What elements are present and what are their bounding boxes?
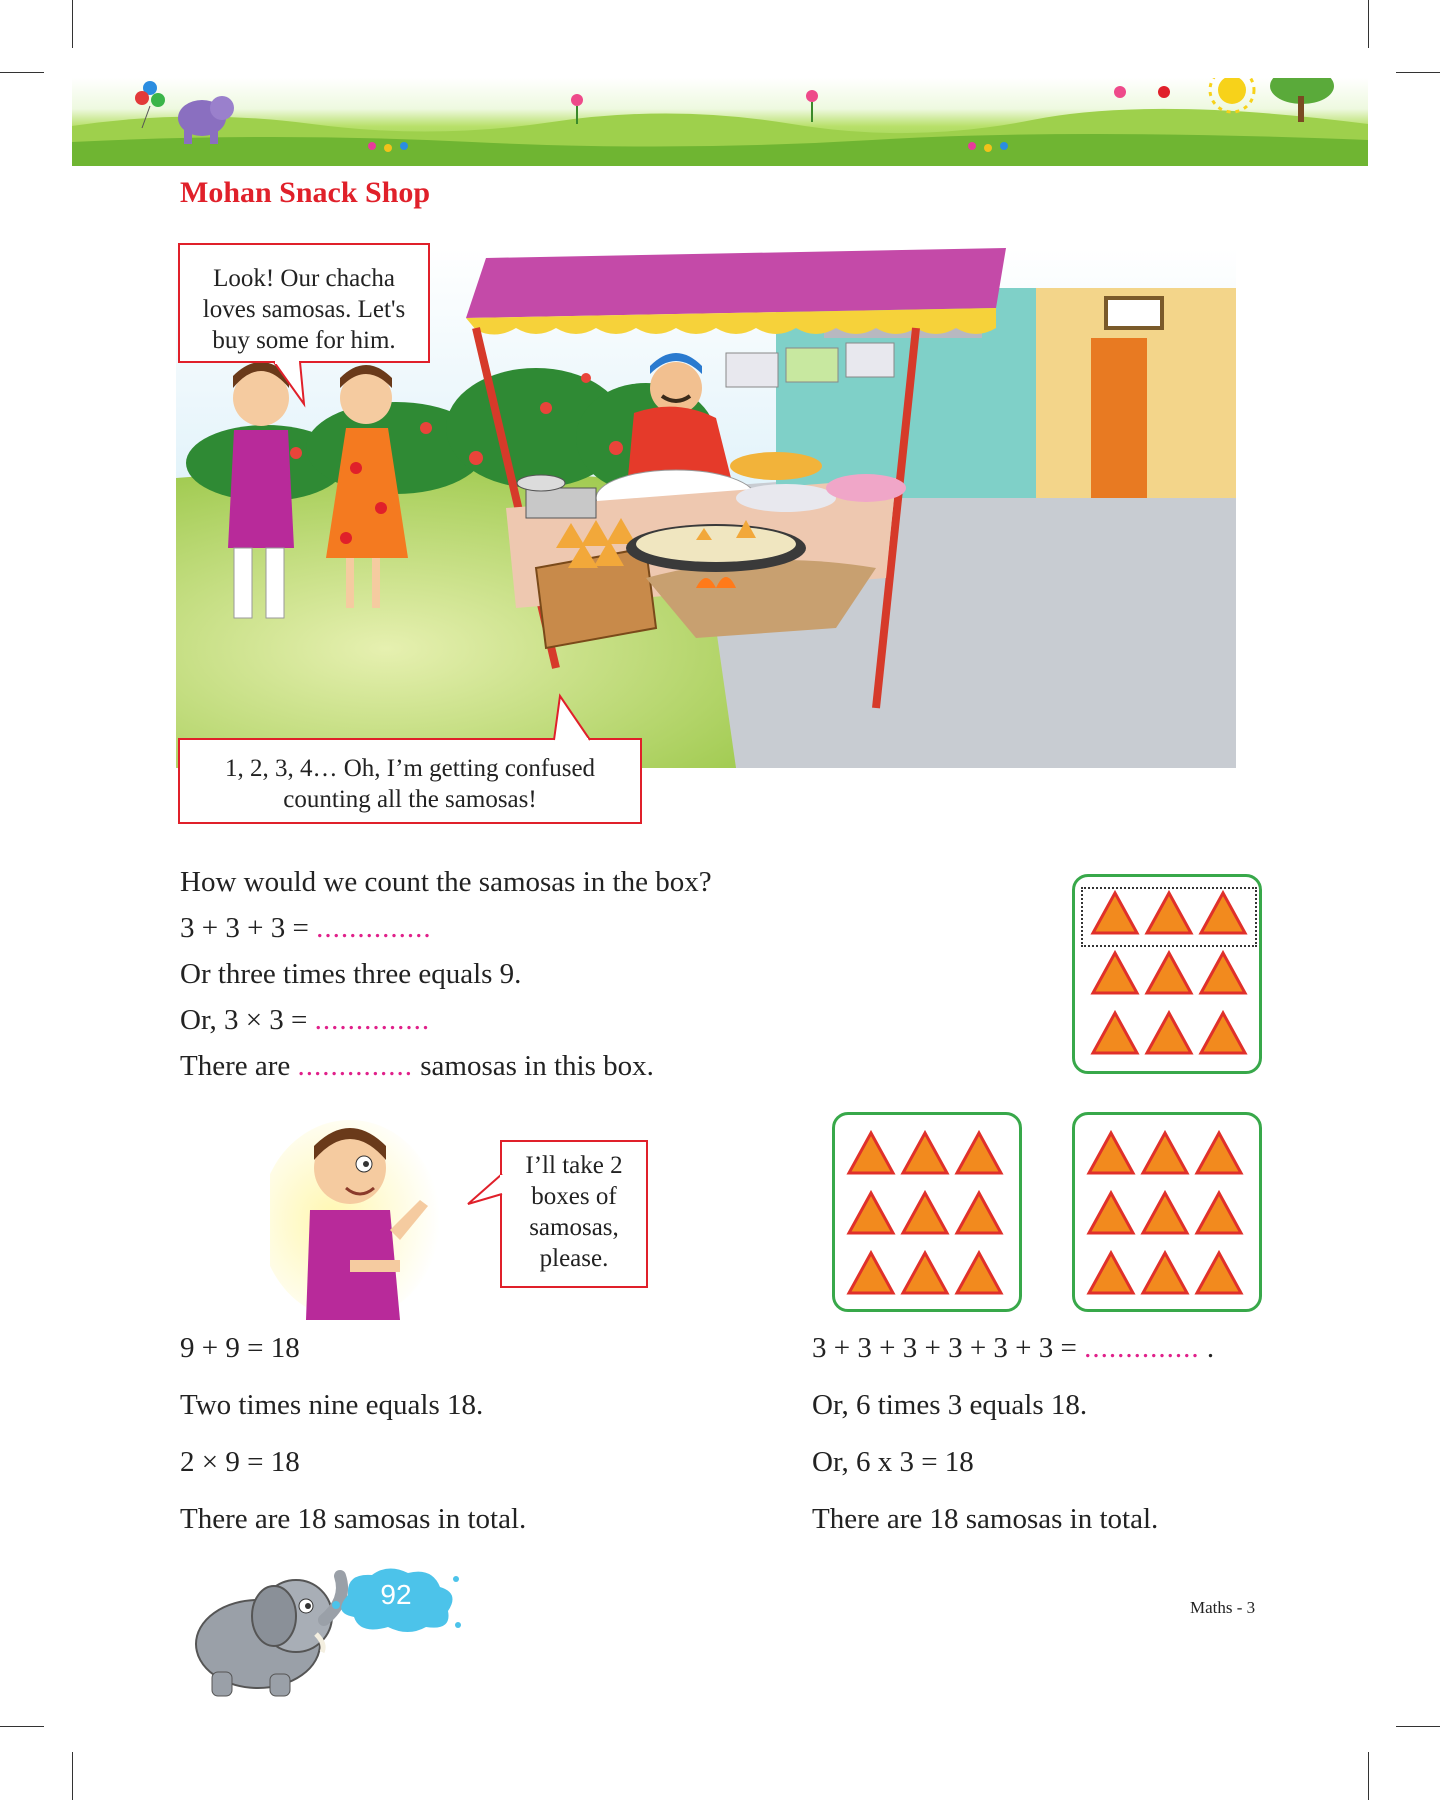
crop-mark [0,72,44,73]
answer-blank[interactable]: .............. [316,912,432,944]
bubble-tail [464,1172,504,1212]
right-times-line: Or, 6 times 3 equals 18. [812,1389,1088,1421]
top-speech-bubble [178,243,430,363]
multiplication-text: Or, 3 × 3 = [180,1004,315,1036]
times-line [180,958,521,991]
period: . [1199,1332,1215,1364]
left-sum-line: 9 + 9 = 18 [180,1332,300,1364]
bubble-tail [270,360,320,408]
samosa-icon [1197,1253,1241,1293]
samosa-icon [957,1253,1001,1293]
samosa-icon [1143,1253,1187,1293]
boy-speech-text: I’ll take 2 boxes of samosas, please. [525,1152,623,1272]
samosa-grid [1075,877,1261,1073]
page-title: Mohan Snack Shop [180,176,431,209]
samosa-grid [1075,1115,1261,1311]
crop-mark [0,1726,44,1727]
samosa-grid [835,1115,1021,1311]
crop-mark [1368,1752,1369,1800]
bottom-speech-text: 1, 2, 3, 4… Oh, I’m getting confused counting all the samosas! [224,755,596,813]
samosa-icon [1197,1133,1241,1173]
samosa-icon [1201,1013,1245,1053]
answer-blank[interactable]: .............. [1084,1332,1200,1364]
left-multiply-line: 2 × 9 = 18 [180,1446,300,1478]
right-sum-text: 3 + 3 + 3 + 3 + 3 + 3 = [812,1332,1085,1364]
multiplication-line [180,1004,430,1037]
samosa-icon [1147,1013,1191,1053]
bubble-tail [550,692,610,742]
flower-icon [1114,86,1170,98]
samosa-icon [1147,893,1191,933]
addition-line [180,912,432,945]
sun-icon [1210,78,1254,112]
right-sum-line [812,1332,1214,1365]
samosa-icon [1201,893,1245,933]
crop-mark [1396,1726,1440,1727]
crop-mark [1396,72,1440,73]
samosa-icon [1089,1133,1133,1173]
right-total-line: There are 18 samosas in total. [812,1503,1159,1535]
meadow-banner [72,78,1368,166]
total-line [180,1050,654,1083]
samosa-box [1072,1112,1262,1312]
samosa-icon [903,1253,947,1293]
samosa-icon [1093,953,1137,993]
samosa-box [1072,874,1262,1074]
boy-speech-bubble [500,1140,648,1288]
boy-ordering-illustration [270,1110,450,1320]
answer-blank[interactable]: .............. [297,1050,414,1082]
samosa-box [832,1112,1022,1312]
addition-text: 3 + 3 + 3 = [180,912,317,944]
right-multiply-line: Or, 6 x 3 = 18 [812,1446,974,1478]
samosa-icon [957,1193,1001,1233]
samosa-icon [957,1133,1001,1173]
flower-icon [806,90,818,122]
samosa-icon [903,1133,947,1173]
samosa-icon [849,1193,893,1233]
question-line [180,866,712,899]
bottom-speech-bubble [178,738,642,824]
total-prefix: There are [180,1050,298,1082]
samosa-icon [1093,1013,1137,1053]
samosa-icon [1089,1193,1133,1233]
samosa-icon [849,1253,893,1293]
book-label: Maths - 3 [1190,1598,1256,1617]
crop-mark [72,1752,73,1800]
left-times-line: Two times nine equals 18. [180,1389,484,1421]
question-text: How would we count the samosas in the box? [180,866,712,898]
crop-mark [72,0,73,48]
answer-blank[interactable]: .............. [314,1004,431,1036]
samosa-icon [903,1193,947,1233]
samosa-icon [1201,953,1245,993]
samosa-icon [1197,1193,1241,1233]
page-number-splash [328,1565,464,1635]
samosa-icon [1143,1133,1187,1173]
samosa-icon [1147,953,1191,993]
left-total-line: There are 18 samosas in total. [180,1503,527,1535]
times-text: Or three times three equals 9. [180,958,522,990]
top-speech-text: Look! Our chacha loves samosas. Let's buy some for him. [202,265,406,354]
samosa-icon [1143,1193,1187,1233]
total-suffix: samosas in this box. [413,1050,654,1082]
samosa-icon [849,1133,893,1173]
samosa-icon [1093,893,1137,933]
crop-mark [1368,0,1369,48]
page-number: 92 [380,1579,412,1610]
samosa-icon [1089,1253,1133,1293]
